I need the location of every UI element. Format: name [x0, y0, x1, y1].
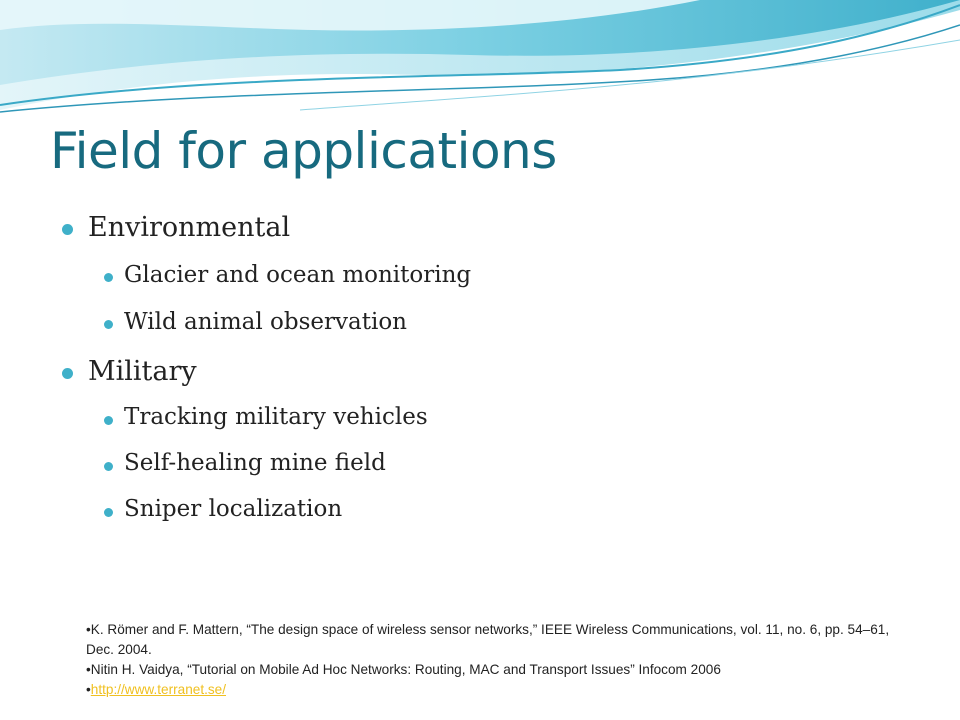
list-item: Self-healing mine field [124, 450, 386, 476]
slide-title: Field for applications [50, 122, 557, 180]
reference-item: •http://www.terranet.se/ [86, 682, 227, 697]
list-item: Sniper localization [124, 496, 343, 522]
list-item: Wild animal observation [124, 309, 407, 335]
section-heading-military: Military [88, 356, 197, 387]
reference-item: •K. Römer and F. Mattern, “The design space of wireless sensor networks,” IEEE Wireless Communications, vol. 11, no. 6, pp. 54–61, Dec. 2004. [86, 622, 890, 657]
bullet-dot-icon [104, 508, 113, 517]
bullet-dot-icon [104, 416, 113, 425]
references-block [86, 620, 906, 700]
section-heading-environmental: Environmental [88, 212, 291, 243]
bullet-dot-icon [62, 368, 73, 379]
list-item: Tracking military vehicles [124, 404, 428, 430]
header-wave-decoration [0, 0, 960, 130]
bullet-dot-icon [104, 273, 113, 282]
bullet-dot-icon [104, 320, 113, 329]
reference-item: •Nitin H. Vaidya, “Tutorial on Mobile Ad Hoc Networks: Routing, MAC and Transport Issues” Infocom 2006 [86, 662, 721, 677]
reference-text: K. Römer and F. Mattern, “The design space of wireless sensor networks,” IEEE Wireless Communications, vol. 11, no. 6, pp. 54–61, Dec. 2004. [86, 622, 890, 657]
bullet-dot-icon [62, 224, 73, 235]
list-item: Glacier and ocean monitoring [124, 262, 472, 288]
bullet-dot-icon [104, 462, 113, 471]
reference-text: Nitin H. Vaidya, “Tutorial on Mobile Ad Hoc Networks: Routing, MAC and Transport Issues” Infocom 2006 [90, 662, 721, 677]
reference-link[interactable]: http://www.terranet.se/ [90, 682, 227, 697]
